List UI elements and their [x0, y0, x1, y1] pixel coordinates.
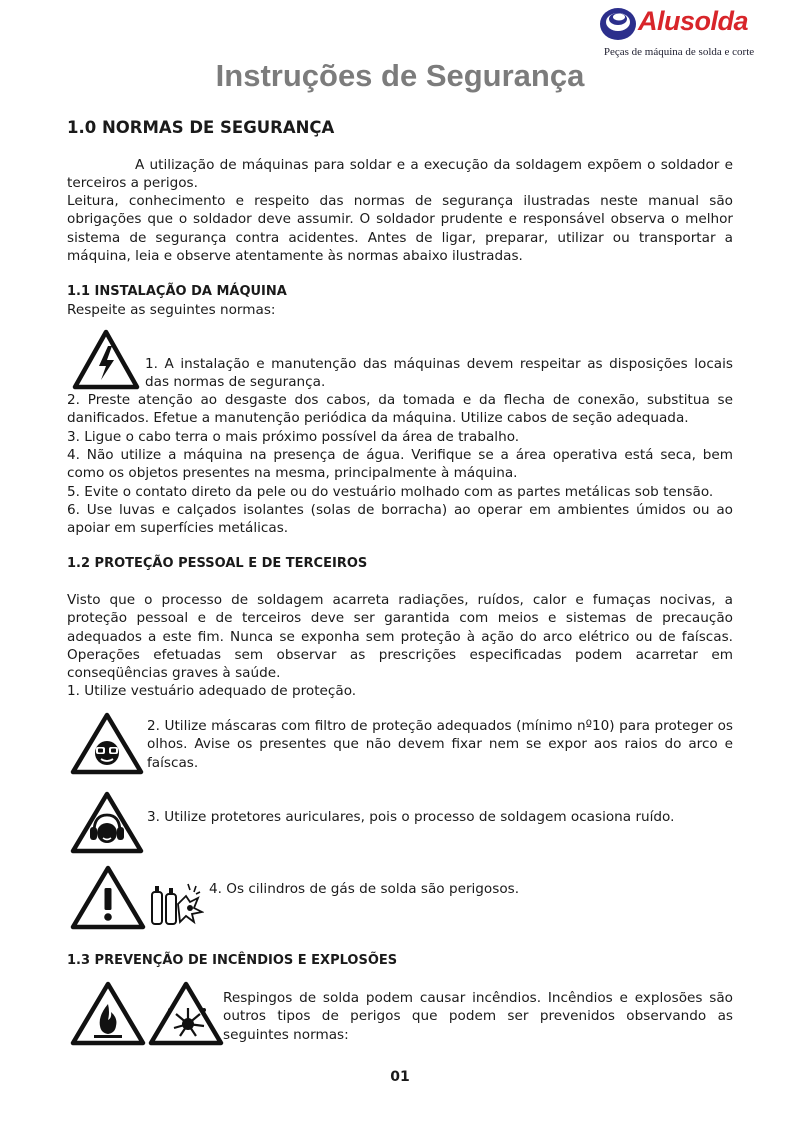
section-1-2-item-4: 4. Os cilindros de gás de solda são perigosos.: [209, 881, 520, 897]
gas-cylinder-icon: [148, 878, 204, 926]
section-1-2-item-2: 2. Utilize máscaras com filtro de proteção adequados (mínimo nº10) para proteger os olhos. Avise os presentes que não devem fixar nem se expor aos raios do arco e faíscas.: [147, 718, 733, 771]
section-1-1-item-4: 4. Não utilize a máquina na presença de água. Verifique se a área operativa está seca, bem como os objetos presentes na mesma, principalmente à máquina.: [67, 447, 733, 482]
logo-swoosh-icon: [598, 4, 638, 46]
section-1-2-item-1: 1. Utilize vestuário adequado de proteção.: [67, 683, 357, 699]
brand-name: Alusolda: [638, 6, 749, 36]
general-warning-icon: [70, 864, 146, 930]
section-heading-1-1: 1.1 INSTALAÇÃO DA MÁQUINA: [67, 284, 287, 299]
section-1-2-intro: Visto que o processo de soldagem acarreta radiações, ruídos, calor e fumaças nocivas, a proteção pessoal e de terceiros deve ser garantida com meios e sistemas de precaução adequados a este fim. Nunca se exponha sem proteção à ação do arco elétrico ou de faíscas. Operações efetuadas sem observar as prescrições especificadas podem acarretar em conseqüências graves à saúde.: [67, 592, 733, 682]
section-1-2-item-3: 3. Utilize protetores auriculares, pois o processo de soldagem ocasiona ruído.: [147, 809, 675, 825]
section-1-1-item-6: 6. Use luvas e calçados isolantes (solas de borracha) ao operar em ambientes úmidos ou ao apoiar em superfícies metálicas.: [67, 502, 733, 537]
page-number: 01: [390, 1069, 410, 1085]
section-1-intro-2: Leitura, conhecimento e respeito das normas de segurança ilustradas neste manual são obrigações que o soldador deve assumir. O soldador prudente e responsável observa o melhor sistema de segurança contra acidentes. Antes de ligar, preparar, utilizar ou transportar a máquina, leia e observe atentamente às normas abaixo ilustradas.: [67, 193, 733, 264]
ear-protection-icon: [70, 790, 144, 854]
section-1-1-item-1: 1. A instalação e manutenção das máquinas devem respeitar as disposições locais das normas de segurança.: [145, 356, 733, 391]
high-voltage-warning-icon: [72, 328, 140, 390]
brand-tagline: Peças de máquina de solda e corte: [603, 46, 755, 58]
section-1-1-item-5: 5. Evite o contato direto da pele ou do vestuário molhado com as partes metálicas sob tensão.: [67, 484, 714, 500]
flammable-warning-icon: [70, 980, 146, 1046]
explosive-warning-icon: [148, 980, 224, 1046]
section-1-1-lead: Respeite as seguintes normas:: [67, 302, 276, 318]
brand-logo: [598, 4, 760, 64]
section-heading-1-2: 1.2 PROTEÇÃO PESSOAL E DE TERCEIROS: [67, 556, 368, 571]
page-title: Instruções de Segurança: [215, 58, 585, 93]
eye-protection-icon: [70, 711, 144, 775]
section-1-3-text: Respingos de solda podem causar incêndios. Incêndios e explosões são outros tipos de perigos que podem ser prevenidos observando as seguintes normas:: [223, 990, 733, 1043]
section-1-intro-1: A utilização de máquinas para soldar e a execução da soldagem expõem o soldador e terceiros a perigos.: [67, 157, 733, 192]
section-heading-1-3: 1.3 PREVENÇÃO DE INCÊNDIOS E EXPLOSÕES: [67, 953, 398, 968]
section-1-1-item-3: 3. Ligue o cabo terra o mais próximo possível da área de trabalho.: [67, 429, 520, 445]
section-heading-1-0: 1.0 NORMAS DE SEGURANÇA: [67, 118, 335, 137]
section-1-1-item-2: 2. Preste atenção ao desgaste dos cabos, da tomada e da flecha de conexão, substitua se danificados. Efetue a manutenção periódica da máquina. Utilize cabos de seção adequada.: [67, 392, 733, 427]
